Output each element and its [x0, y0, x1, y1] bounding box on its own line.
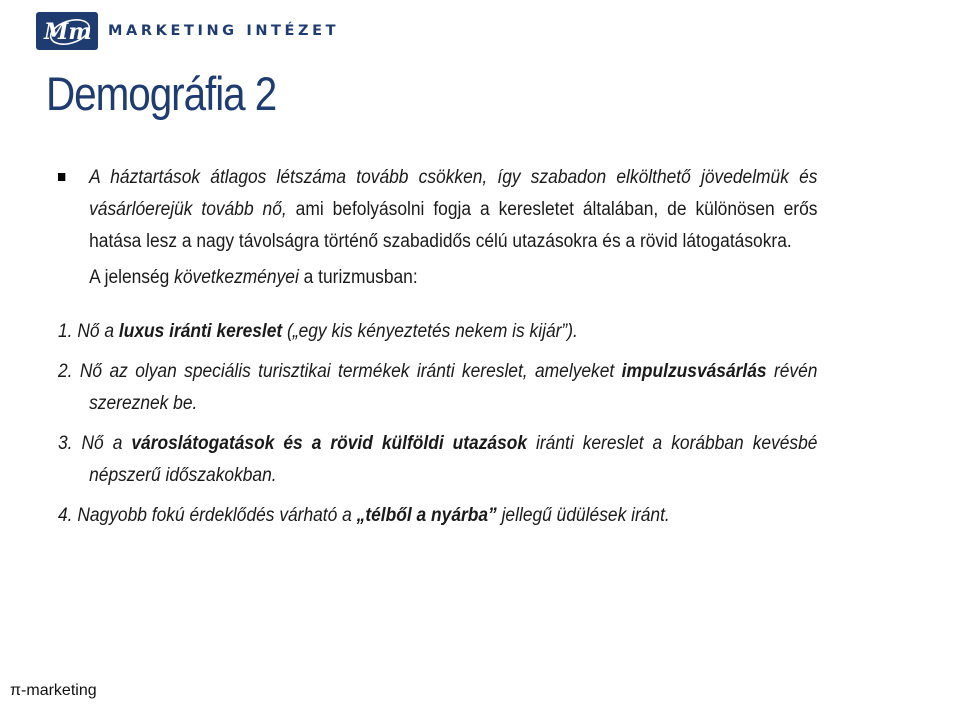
list-item-text: révén szereznek be. — [89, 361, 818, 414]
list-item-text: („egy kis kényeztetés nekem is kijár”). — [282, 321, 578, 342]
list-item-text: iránti kereslet a korábban kevésbé népszerű időszakokban. — [89, 433, 818, 486]
bullet-item — [58, 162, 817, 258]
logo-monogram: Mm — [44, 19, 92, 45]
list-item — [58, 356, 817, 420]
logo-monogram-icon — [36, 12, 98, 50]
list-item-text: 4. Nagyobb fokú érdeklődés várható a — [58, 505, 357, 526]
logo-badge — [36, 12, 98, 50]
list-item-emphasis: impulzusvásárlás — [621, 361, 767, 382]
consequences-intro-end: a turizmusban: — [298, 267, 418, 288]
list-item — [58, 428, 817, 492]
logo-text: MARKETING INTÉZET — [108, 23, 340, 39]
list-item-emphasis: luxus iránti kereslet — [118, 321, 283, 342]
bullet-regular-text: ami befolyásolni fogja a keresletet általában, de különösen erős hatása lesz a nagy távolságra történő szabadidős célú utazásokra és a rövid látogatásokra. — [89, 199, 818, 252]
bullet-paragraph — [89, 162, 817, 258]
list-item-text: 2. Nő az olyan speciális turisztikai termékek iránti kereslet, amelyeket — [58, 361, 622, 382]
page-title: Demográfia 2 — [46, 67, 277, 120]
list-item-emphasis: városlátogatások és a rövid külföldi utazások — [131, 433, 528, 454]
logo — [36, 12, 339, 50]
text-column — [58, 162, 817, 532]
consequences-intro — [58, 262, 817, 294]
footer-label: π-marketing — [10, 682, 97, 699]
list-item — [58, 500, 817, 532]
numbered-list — [58, 316, 817, 532]
bullet-italic-text: A háztartások átlagos létszáma tovább csökken, így szabadon elkölthető jövedelmük és vásárlóerejük tovább nő, — [89, 167, 818, 220]
list-item-text: 1. Nő a — [58, 321, 119, 342]
square-bullet-icon — [58, 173, 65, 181]
consequences-intro-start: A jelenség — [89, 267, 175, 288]
slide-body — [58, 162, 818, 532]
consequences-intro-italic: következményei — [174, 267, 299, 288]
list-item — [58, 316, 817, 348]
list-item-text: jellegű üdülések iránt. — [496, 505, 670, 526]
list-item-emphasis: „télből a nyárba” — [356, 505, 497, 526]
list-item-text: 3. Nő a — [58, 433, 132, 454]
